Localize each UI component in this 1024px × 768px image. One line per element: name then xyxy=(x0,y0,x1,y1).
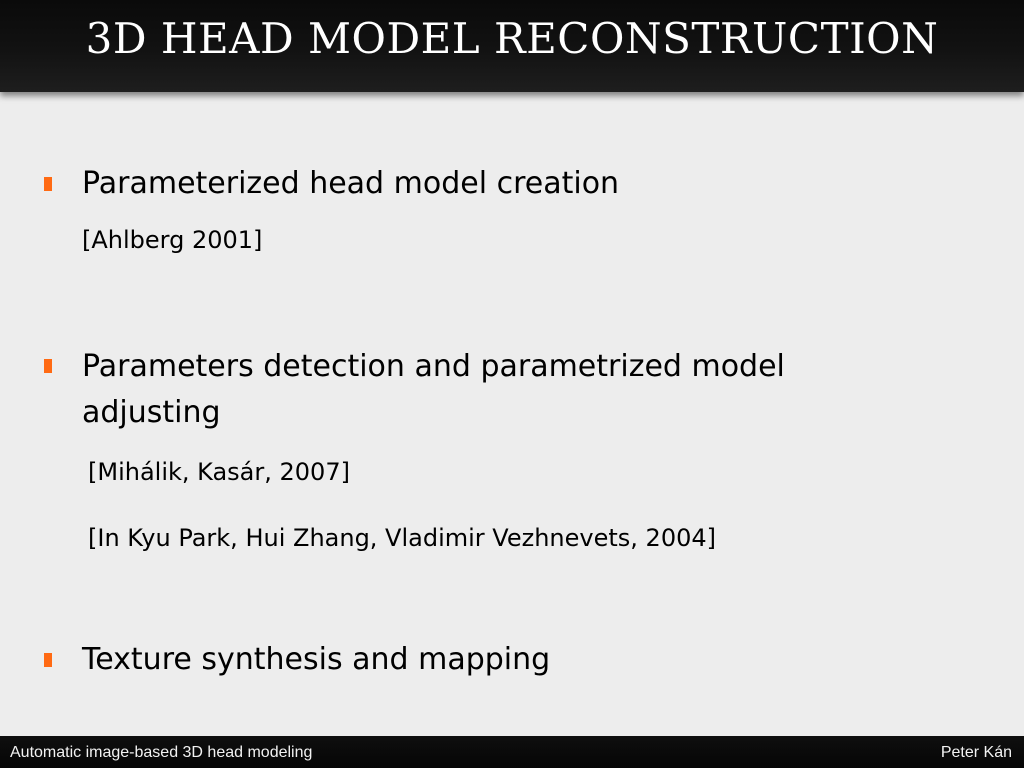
bullet-text-1: Parameterized head model creation xyxy=(82,166,620,201)
footer-presentation-title: Automatic image-based 3D head modeling xyxy=(10,744,313,761)
bullet-text-2-line2: adjusting xyxy=(82,395,221,430)
bullet-marker-1 xyxy=(44,177,52,191)
slide-title: 3D HEAD MODEL RECONSTRUCTION xyxy=(85,14,939,63)
bullet-marker-3 xyxy=(44,653,52,667)
bullet-text-2-line1: Parameters detection and parametrized model xyxy=(82,349,785,384)
reference-2-1: [Mihálik, Kasár, 2007] xyxy=(88,458,350,486)
footer-author: Peter Kán xyxy=(940,744,1012,761)
bullet-text-3: Texture synthesis and mapping xyxy=(82,642,551,677)
bullet-marker-2 xyxy=(44,359,52,373)
footer-bar xyxy=(0,736,1024,768)
title-bar xyxy=(0,0,1024,92)
reference-2-2: [In Kyu Park, Hui Zhang, Vladimir Vezhnevets, 2004] xyxy=(88,524,716,552)
reference-1-1: [Ahlberg 2001] xyxy=(82,226,263,254)
